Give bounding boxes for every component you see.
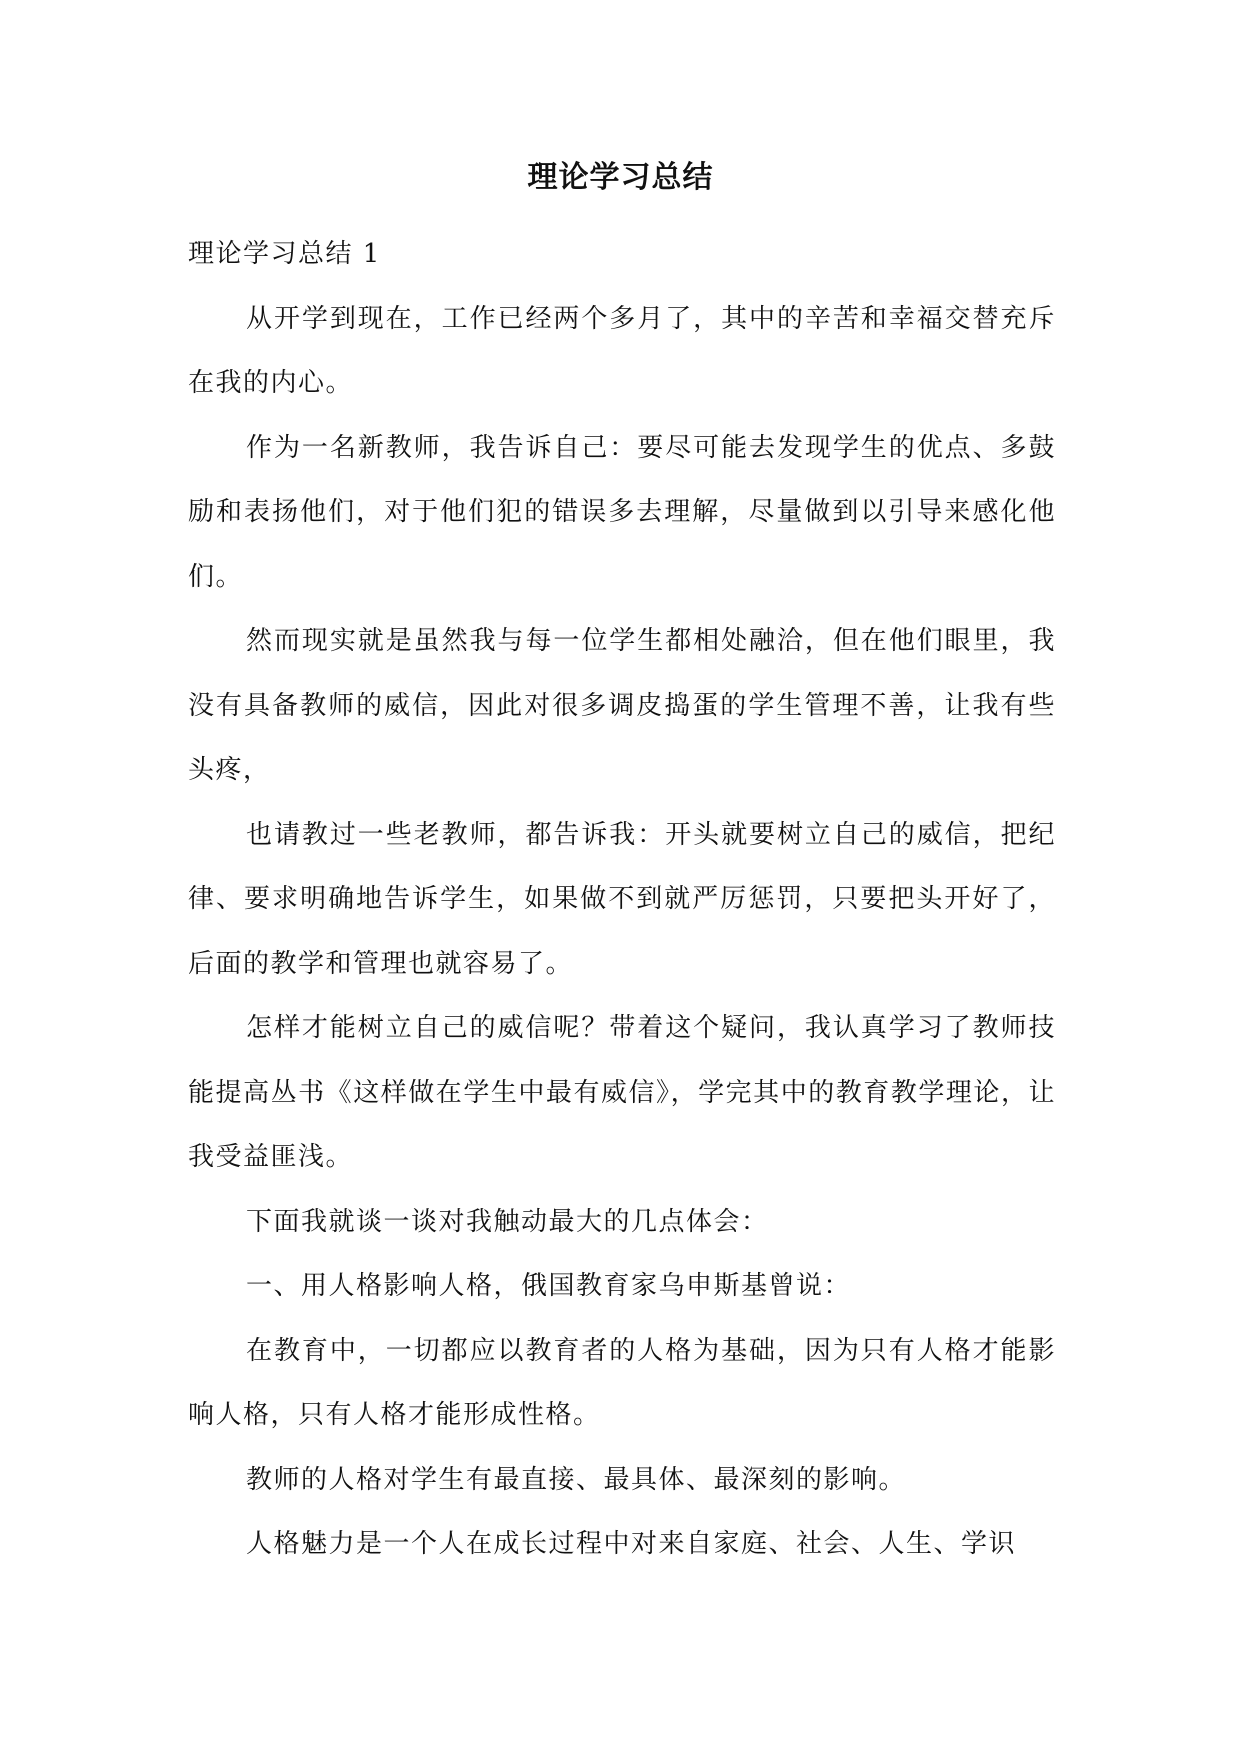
- paragraph: 怎样才能树立自己的威信呢？带着这个疑问，我认真学习了教师技能提高丛书《这样做在学生中最有威信》，学完其中的教育教学理论，让我受益匪浅。: [188, 1013, 1056, 1172]
- paragraph: 从开学到现在，工作已经两个多月了，其中的辛苦和幸福交替充斥在我的内心。: [188, 303, 1056, 398]
- paragraph: 然而现实就是虽然我与每一位学生都相处融洽，但在他们眼里，我没有具备教师的威信，因此对很多调皮捣蛋的学生管理不善，让我有些头疼，: [188, 626, 1056, 785]
- document-body: [188, 222, 1056, 1577]
- paragraph: 教师的人格对学生有最直接、最具体、最深刻的影响。: [246, 1464, 907, 1495]
- paragraph: 在教育中，一切都应以教育者的人格为基础，因为只有人格才能影响人格，只有人格才能形成性格。: [188, 1335, 1056, 1430]
- document-title: 理论学习总结: [527, 160, 714, 195]
- paragraph: 也请教过一些老教师，都告诉我：开头就要树立自己的威信，把纪律、要求明确地告诉学生，如果做不到就严厉惩罚，只要把头开好了，后面的教学和管理也就容易了。: [188, 819, 1056, 979]
- paragraph: 作为一名新教师，我告诉自己：要尽可能去发现学生的优点、多鼓励和表扬他们，对于他们犯的错误多去理解，尽量做到以引导来感化他们。: [188, 432, 1056, 592]
- paragraph: 下面我就谈一谈对我触动最大的几点体会：: [246, 1206, 769, 1237]
- paragraph: 人格魅力是一个人在成长过程中对来自家庭、社会、人生、学识: [246, 1529, 1017, 1559]
- section-heading: 理论学习总结 1: [188, 239, 381, 269]
- paragraph: 一、用人格影响人格，俄国教育家乌申斯基曾说：: [246, 1271, 852, 1301]
